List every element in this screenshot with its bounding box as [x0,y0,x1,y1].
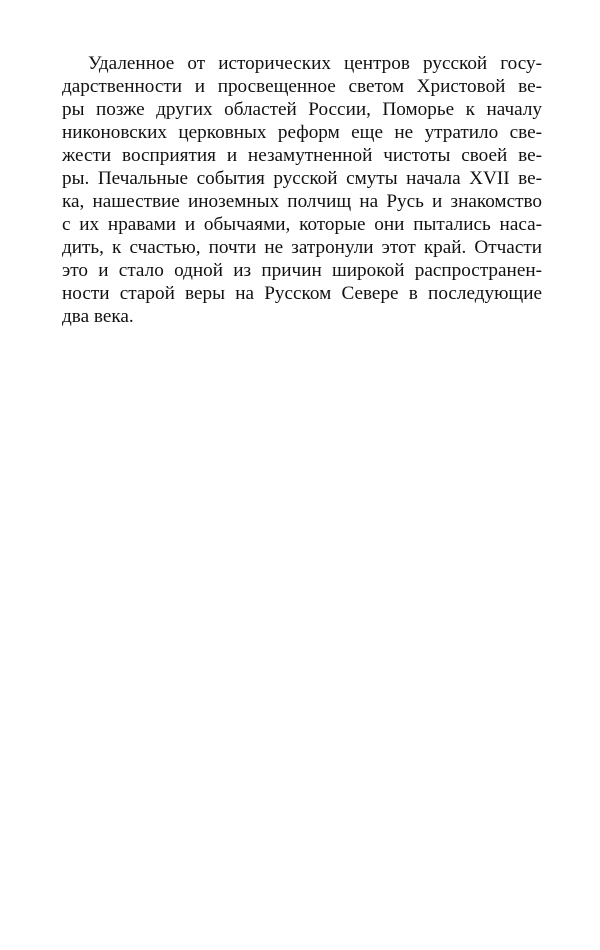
paragraph-line: ности старой веры на Русском Севере в последующие [62,283,542,304]
paragraph-line: ры. Печальные события русской смуты начала XVII ве- [62,168,542,189]
paragraph-line: дить, к счастью, почти не затронули этот край. Отчасти [62,237,542,258]
paragraph-line: дарственности и просвещенное светом Христовой ве- [62,76,542,97]
paragraph-line: Удаленное от исторических центров русской госу- [88,53,542,74]
paragraph-line: с их нравами и обычаями, которые они пытались наса- [62,214,542,235]
paragraph-line: два века. [62,306,134,327]
paragraph-line: ка, нашествие иноземных полчищ на Русь и знакомство [62,191,542,212]
paragraph-line: это и стало одной из причин широкой распространен- [62,260,542,281]
paragraph-line: жести восприятия и незамутненной чистоты своей ве- [62,145,542,166]
paragraph-line: ры позже других областей России, Поморье к началу [62,99,542,120]
body-paragraph [62,52,542,328]
paragraph-line: никоновских церковных реформ еще не утратило све- [62,122,542,143]
